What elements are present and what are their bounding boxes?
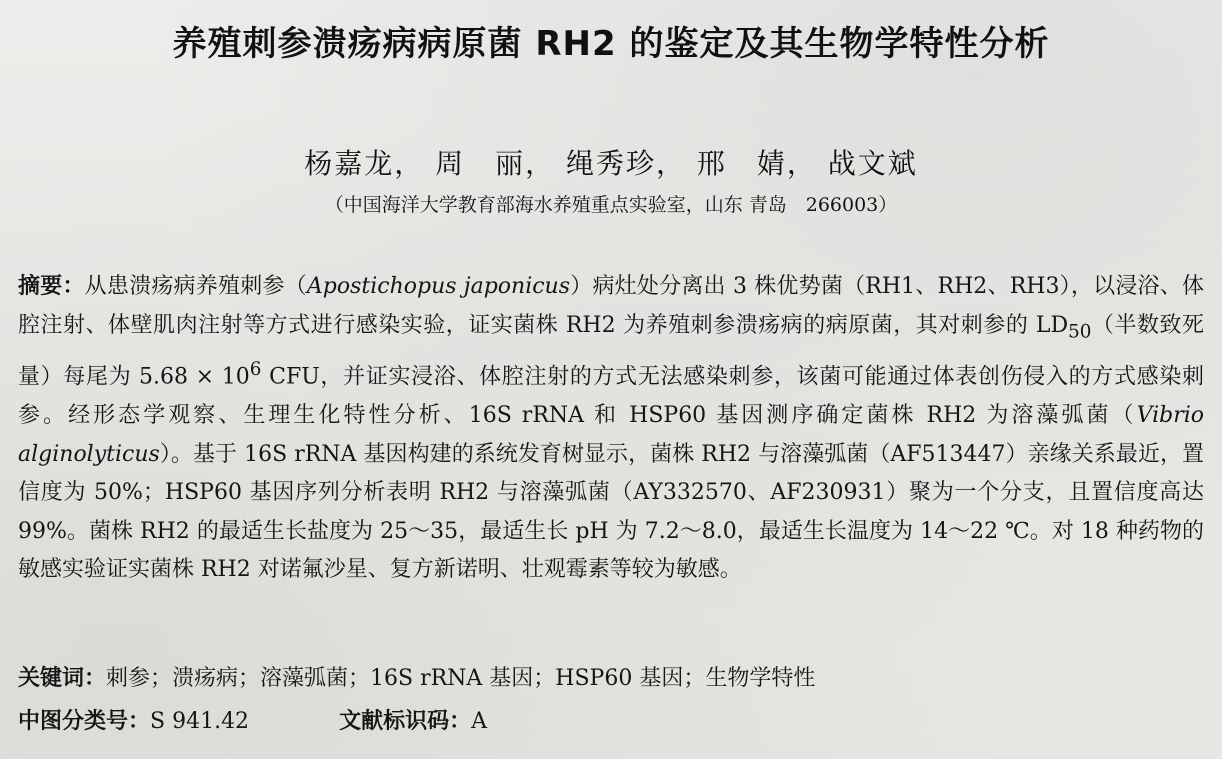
author-list: 杨嘉龙， 周 丽， 绳秀珍， 邢 婧， 战文斌 xyxy=(304,147,918,180)
species-name-vibrio: Vibrio alginolyticus xyxy=(18,403,1204,467)
abstract-label: 摘要： xyxy=(18,274,85,299)
keywords xyxy=(18,661,1204,692)
abstract-text-3: （半数致死量）每尾为 5.68 × 10 xyxy=(18,312,1204,390)
abstract-text-2: ）病灶处分离出 3 株优势菌（RH1、RH2、RH3），以浸浴、体腔注射、体壁肌肉注射等方式进行感染实验，证实菌株 RH2 为养殖刺参溃疡病的病原菌，其对刺参的 LD xyxy=(18,274,1204,338)
keywords-text: 刺参；溃疡病；溶藻弧菌；16S rRNA 基因；HSP60 基因；生物学特性 xyxy=(106,666,816,691)
abstract-text-1: 从患溃疡病养殖刺参（ xyxy=(84,274,307,299)
doc-code-value: A xyxy=(471,709,487,734)
classification-line xyxy=(18,704,1204,735)
affiliation: （中国海洋大学教育部海水养殖重点实验室，山东 青岛 266003） xyxy=(324,194,898,216)
abstract-text-5: ）。基于 16S rRNA 基因构建的系统发育树显示，菌株 RH2 与溶藻弧菌（AF513447）亲缘关系最近，置信度为 50%；HSP60 基因序列分析表明 RH2 与溶藻弧菌（AY332570、AF230931）聚为一个分支，且置信度高达 99%。菌株 RH2 的最适生长盐度为 25～35，最适生长 pH 为 7.2～8.0，最适生长温度为 14～22 ℃。对 18 种药物的敏感实验证实菌株 RH2 对诺氟沙星、复方新诺明、壮观霉素等较为敏感。 xyxy=(18,441,1204,583)
paper-title: 养殖刺参溃疡病病原菌 RH2 的鉴定及其生物学特性分析 xyxy=(172,24,1050,64)
exponent-superscript: 6 xyxy=(249,359,262,381)
keywords-label: 关键词： xyxy=(18,666,107,691)
clc-value: S 941.42 xyxy=(150,709,250,734)
abstract xyxy=(18,268,1204,590)
doc-code-label: 文献标识码： xyxy=(339,709,472,734)
ld50-subscript: 50 xyxy=(1068,320,1092,342)
clc-label: 中图分类号： xyxy=(18,709,151,734)
species-name-apostichopus: Apostichopus japonicus xyxy=(306,274,571,299)
abstract-text-4: CFU，并证实浸浴、体腔注射的方式无法感染刺参，该菌可能通过体表创伤侵入的方式感染刺参。经形态学观察、生理生化特性分析、16S rRNA 和 HSP60 基因测序确定菌株 RH2 为溶藻弧菌（ xyxy=(18,364,1204,429)
